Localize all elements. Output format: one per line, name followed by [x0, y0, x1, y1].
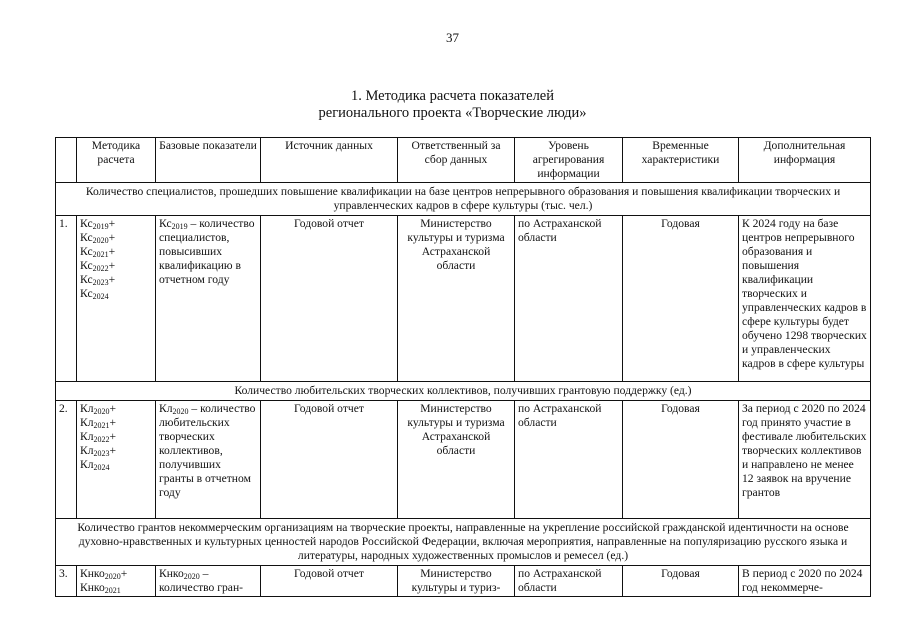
- responsible-body: Министерство культуры и туризма Астраханской области: [398, 401, 515, 519]
- base-indicator: $Кс_{2019}$ – количество специалистов, повысивших квалификацию в отчетном году: [156, 216, 261, 382]
- formula-term: $Кл_{2022}+$: [80, 430, 117, 444]
- header-cell: Уровень агрегирования информации: [515, 138, 623, 183]
- header-cell: Базовые показатели: [156, 138, 261, 183]
- data-source: Годовой отчет: [261, 216, 398, 382]
- formula-term: $Кс_{2022}+$: [80, 259, 116, 273]
- data-source: Годовой отчет: [261, 566, 398, 597]
- section-caption-row: [56, 519, 871, 566]
- time-characteristic: Годовая: [623, 566, 739, 597]
- aggregation-level: по Астраханской области: [515, 401, 623, 519]
- time-characteristic: Годовая: [623, 216, 739, 382]
- row-number: 3.: [56, 566, 77, 597]
- method-formula: [77, 401, 156, 519]
- responsible-body: Министерство культуры и туриз-: [398, 566, 515, 597]
- page-number: 37: [446, 30, 459, 45]
- formula-term: $Кс_{2021}+$: [80, 245, 116, 259]
- section-caption-row: [56, 382, 871, 401]
- additional-info: В период с 2020 по 2024 год некоммерче-: [739, 566, 871, 597]
- header-cell: [56, 138, 77, 183]
- title-line-1: 1. Методика расчета показателей: [350, 88, 555, 104]
- header-cell: Ответственный за сбор данных: [398, 138, 515, 183]
- indicator-method-table: [55, 137, 871, 597]
- base-indicator: $Кл_{2020}$ – количество любительских творческих коллективов, получивших гранты в отчетном году: [156, 401, 261, 519]
- formula-term: Кнко$_{2021}$: [80, 581, 121, 595]
- aggregation-level: по Астраханской области: [515, 566, 623, 597]
- table-header-row: [56, 138, 871, 183]
- base-indicator: Кнко$_{2020}$ – количество гран-: [156, 566, 261, 597]
- header-cell: Методика расчета: [77, 138, 156, 183]
- method-formula: [77, 216, 156, 382]
- table-row: [56, 566, 871, 597]
- formula-term: $Кл_{2023}+$: [80, 444, 117, 458]
- formula-term: $Кс_{2023}+$: [80, 273, 116, 287]
- formula-term: $Кл_{2024}$: [80, 458, 110, 472]
- additional-info: К 2024 году на базе центров непрерывного образования и повышения квалификации творческих и управленческих кадров в сфере культуры будет обучено 1298 творческих и управленческих кадров в сфере культуры: [739, 216, 871, 382]
- section-caption: Количество любительских творческих коллективов, получивших грантовую поддержку (ед.): [56, 382, 871, 401]
- responsible-body: Министерство культуры и туризма Астраханской области: [398, 216, 515, 382]
- header-cell: Источник данных: [261, 138, 398, 183]
- row-number: 2.: [56, 401, 77, 519]
- formula-term: Кнко$_{2020}$+: [80, 567, 128, 581]
- method-formula: [77, 566, 156, 597]
- section-caption: Количество грантов некоммерческим организациям на творческие проекты, направленные на укрепление российской гражданской идентичности на основе духовно-нравственных и культурных ценностей народов Российской Федерации, включая мероприятия, направленные на популяризацию русского языка и литературы, народных художественных промыслов и ремесел (ед.): [56, 519, 871, 566]
- document-title: [0, 88, 905, 122]
- section-caption-row: [56, 183, 871, 216]
- formula-term: $Кс_{2020}+$: [80, 231, 116, 245]
- formula-term: $Кл_{2020}+$: [80, 402, 117, 416]
- header-cell: Дополнительная информация: [739, 138, 871, 183]
- section-caption: Количество специалистов, прошедших повышение квалификации на базе центров непрерывного образования и повышения квалификации творческих и управленческих кадров в сфере культуры (тыс. чел.): [56, 183, 871, 216]
- additional-info: За период с 2020 по 2024 год принято участие в фестивале любительских творческих коллективов и направлено не менее 12 заявок на вручение грантов: [739, 401, 871, 519]
- formula-term: $Кс_{2024}$: [80, 287, 109, 301]
- time-characteristic: Годовая: [623, 401, 739, 519]
- table-row: [56, 216, 871, 382]
- title-line-2: регионального проекта «Творческие люди»: [318, 105, 587, 121]
- formula-term: $Кл_{2021}+$: [80, 416, 117, 430]
- header-cell: Временные характеристики: [623, 138, 739, 183]
- row-number: 1.: [56, 216, 77, 382]
- formula-term: $Кс_{2019}+$: [80, 217, 116, 231]
- aggregation-level: по Астраханской области: [515, 216, 623, 382]
- table-row: [56, 401, 871, 519]
- data-source: Годовой отчет: [261, 401, 398, 519]
